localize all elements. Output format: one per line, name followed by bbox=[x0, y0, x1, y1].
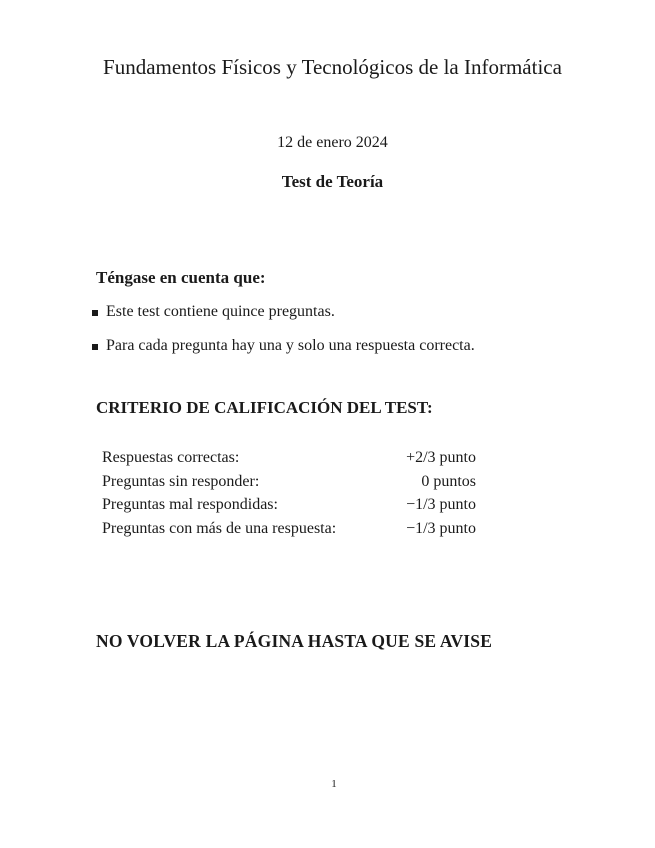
criteria-value: 0 puntos bbox=[421, 472, 476, 490]
list-item bbox=[92, 302, 475, 336]
criteria-label: Preguntas con más de una respuesta: bbox=[102, 519, 337, 537]
table-row bbox=[102, 470, 476, 494]
notice-item-text: Para cada pregunta hay una y solo una respuesta correcta. bbox=[106, 337, 475, 354]
page-number: 1 bbox=[331, 778, 337, 790]
notice-item-text: Este test contiene quince preguntas. bbox=[106, 303, 335, 320]
table-row bbox=[102, 493, 476, 517]
exam-subtitle: Test de Teoría bbox=[281, 172, 384, 191]
notice-list bbox=[92, 302, 475, 370]
grading-criteria-table bbox=[102, 446, 476, 540]
square-bullet-icon bbox=[92, 310, 98, 316]
criteria-value: +2/3 punto bbox=[406, 449, 476, 466]
list-item bbox=[92, 336, 475, 370]
table-row bbox=[102, 517, 476, 541]
document-title: Fundamentos Físicos y Tecnológicos de la Informática bbox=[103, 55, 562, 79]
criteria-label: Preguntas sin responder: bbox=[102, 472, 260, 490]
notice-heading: Téngase en cuenta que: bbox=[96, 268, 266, 287]
table-row bbox=[102, 446, 476, 470]
square-bullet-icon bbox=[92, 344, 98, 350]
criteria-value: −1/3 punto bbox=[406, 519, 476, 537]
do-not-turn-page-warning: NO VOLVER LA PÁGINA HASTA QUE SE AVISE bbox=[96, 631, 493, 651]
criteria-value: −1/3 punto bbox=[406, 496, 476, 513]
exam-date: 12 de enero 2024 bbox=[277, 134, 388, 151]
criteria-label: Respuestas correctas: bbox=[102, 449, 240, 466]
grading-criteria-heading: CRITERIO DE CALIFICACIÓN DEL TEST: bbox=[96, 398, 433, 417]
criteria-label: Preguntas mal respondidas: bbox=[102, 496, 278, 513]
